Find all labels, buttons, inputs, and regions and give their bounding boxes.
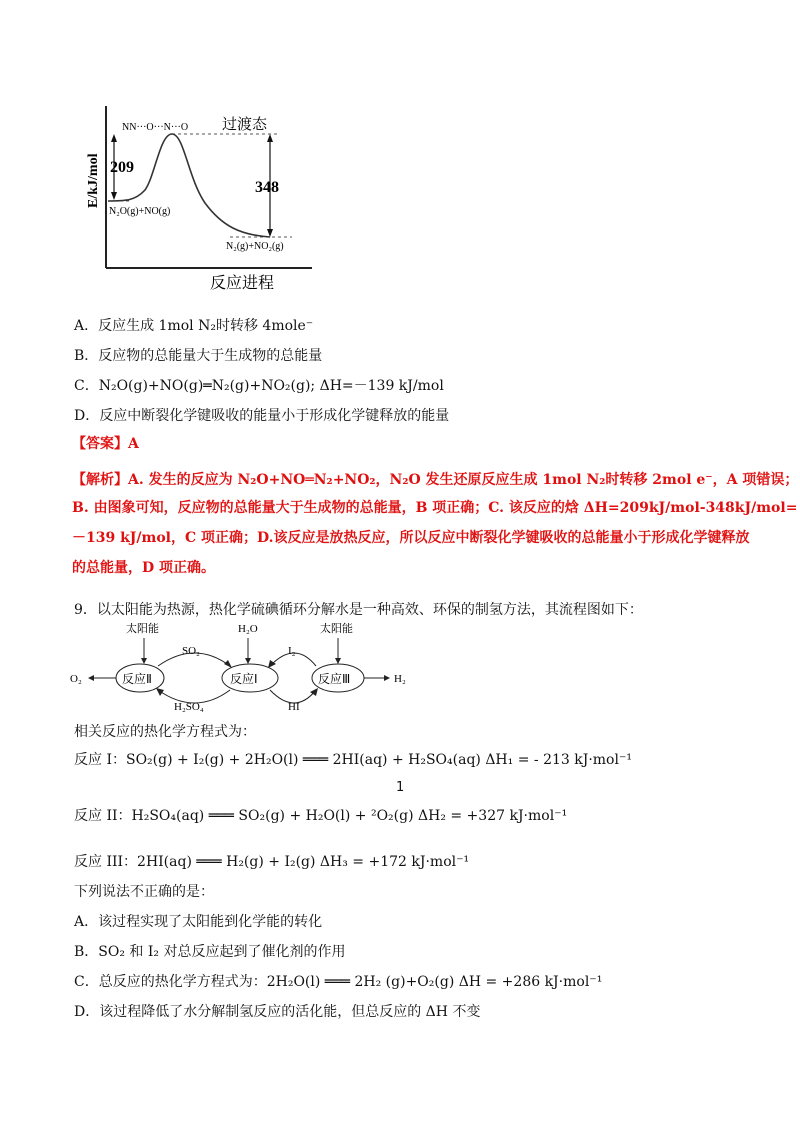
q9-intro: 相关反应的热化学方程式为：	[74, 724, 256, 740]
transition-state-label: 过渡态	[222, 115, 268, 133]
energy-diagram	[80, 98, 320, 298]
q8-analysis-3: －139 kJ/mol，C 项正确；D.该反应是放热反应，所以反应中断裂化学键吸收的总能量小于形成化学键释放	[72, 530, 750, 546]
q8-analysis-4: 的总能量，D 项正确。	[72, 560, 216, 576]
reaction-1-label: 反应Ⅰ	[230, 672, 258, 686]
page-number: 1	[396, 780, 405, 795]
q8-option-c: C．N₂O(g)+NO(g)═N₂(g)+NO₂(g); ΔH=－139 kJ/mol	[74, 378, 444, 394]
sun-left-label: 太阳能	[126, 622, 159, 635]
h2-label: H₂	[394, 673, 406, 685]
flow-diagram	[70, 618, 430, 718]
sun-right-label: 太阳能	[320, 622, 353, 635]
hi-label: HI	[288, 701, 300, 713]
water-label: H₂O	[238, 623, 258, 635]
o2-label: O₂	[70, 673, 82, 685]
q9-option-b: B．SO₂ 和 I₂ 对总反应起到了催化剂的作用	[74, 944, 346, 960]
q9-option-d: D．该过程降低了水分解制氢反应的活化能，但总反应的 ΔH 不变	[74, 1004, 481, 1020]
q8-answer: 【答案】A	[72, 436, 139, 452]
q9-question: 下列说法不正确的是：	[74, 884, 214, 900]
y-axis-label: E/kJ/mol	[86, 153, 101, 208]
q9-equation-3: 反应 III：2HI(aq) ═══ H₂(g) + I₂(g) ΔH₃ = +172 kJ·mol⁻¹	[74, 854, 470, 870]
barrier-reverse-label: 348	[255, 179, 279, 196]
q8-analysis-1: 【解析】A. 发生的反应为 N₂O+NO═N₂+NO₂，N₂O 发生还原反应生成 1mol N₂时转移 2mol e⁻，A 项错误；	[72, 472, 799, 488]
products-label: N₂(g)+NO₂(g)	[226, 241, 284, 252]
q8-option-d: D．反应中断裂化学键吸收的能量小于形成化学键释放的能量	[74, 408, 450, 424]
i2-label: I₂	[288, 645, 296, 657]
q9-stem: 9．以太阳能为热源，热化学硫碘循环分解水是一种高效、环保的制氢方法，其流程图如下：	[74, 602, 643, 618]
energy-curve	[108, 134, 270, 237]
q8-option-b: B．反应物的总能量大于生成物的总能量	[74, 348, 323, 364]
reaction-3-label: 反应Ⅲ	[318, 672, 351, 686]
q9-equation-2: 反应 II：H₂SO₄(aq) ═══ SO₂(g) + H₂O(l) + ²O₂(g) ΔH₂ = +327 kJ·mol⁻¹	[74, 808, 568, 824]
q9-option-c: C．总反应的热化学方程式为：2H₂O(l) ═══ 2H₂ (g)+O₂(g) ΔH = +286 kJ·mol⁻¹	[74, 974, 603, 990]
x-axis-label: 反应进程	[210, 273, 275, 292]
q9-equation-1: 反应 I：SO₂(g) + I₂(g) + 2H₂O(l) ═══ 2HI(aq) + H₂SO₄(aq) ΔH₁ = - 213 kJ·mol⁻¹	[74, 752, 632, 768]
so2-label: SO₂	[182, 645, 200, 657]
reaction-2-label: 反应Ⅱ	[122, 672, 152, 686]
q8-analysis-2: B. 由图象可知，反应物的总能量大于生成物的总能量，B 项正确；C. 该反应的焓 ΔH=209kJ/mol-348kJ/mol=	[72, 500, 798, 516]
ts-species-label: NN···O···N···O	[122, 122, 189, 133]
q8-option-a: A．反应生成 1mol N₂时转移 4mole⁻	[74, 318, 314, 334]
q9-option-a: A．该过程实现了太阳能到化学能的转化	[74, 914, 323, 930]
reactants-label: N₂O(g)+NO(g)	[109, 206, 171, 217]
barrier-forward-label: 209	[110, 159, 134, 176]
h2so4-label: H₂SO₄	[174, 701, 204, 713]
